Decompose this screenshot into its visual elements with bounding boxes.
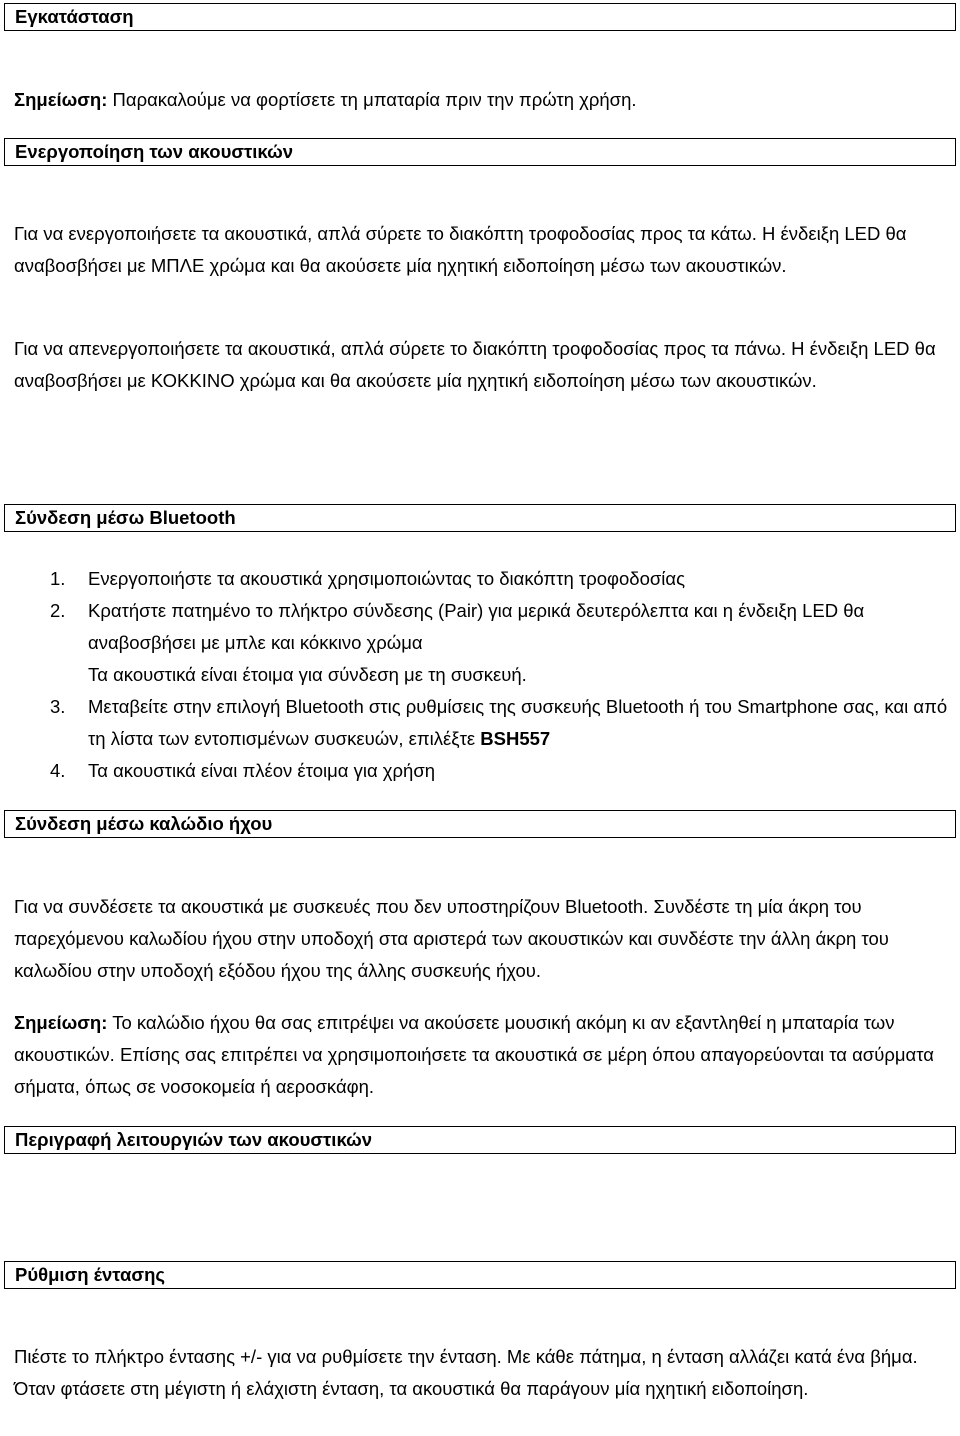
- section-title: Ενεργοποίηση των ακουστικών: [15, 141, 294, 162]
- step-number: 4.: [50, 760, 66, 781]
- note-cable: [14, 1007, 944, 1103]
- model-name: BSH557: [480, 728, 551, 749]
- section-functions: [4, 1126, 956, 1154]
- step-text: Κρατήστε πατημένο το πλήκτρο σύνδεσης (Pair) για μερικά δευτερόλεπτα και η ένδειξη LED θα αναβοσβήσει με μπλε και κόκκινο χρώμα: [88, 600, 865, 653]
- list-item: [50, 563, 950, 595]
- step-text: Μεταβείτε στην επιλογή Bluetooth στις ρυθμίσεις της συσκευής Bluetooth ή του Smartphone σας, και από τη λίστα των εντοπισμένων συσκευών, επιλέξτε: [88, 696, 948, 749]
- section-volume: [4, 1261, 956, 1289]
- step-number: 3.: [50, 696, 66, 717]
- section-bluetooth: [4, 504, 956, 532]
- bluetooth-steps: [50, 563, 950, 787]
- step-text: Τα ακουστικά είναι πλέον έτοιμα για χρήση: [88, 760, 436, 781]
- note-label: Σημείωση:: [14, 1012, 108, 1033]
- volume-text: Πιέστε το πλήκτρο έντασης +/- για να ρυθμίσετε την ένταση. Με κάθε πάτημα, η ένταση αλλάζει κατά ένα βήμα. Όταν φτάσετε στη μέγιστη ή ελάχιστη ένταση, τα ακουστικά θα παράγουν μία ηχητική ειδοποίηση.: [14, 1346, 918, 1399]
- cable-text: Για να συνδέσετε τα ακουστικά με συσκευές που δεν υποστηρίζουν Bluetooth. Συνδέστε τη μία άκρη του παρεχόμενου καλωδίου ήχου στην υποδοχή στα αριστερά των ακουστικών και συνδέστε την άλλη άκρη του καλωδίου στην υποδοχή εξόδου ήχου της άλλης συσκευής ήχου.: [14, 896, 889, 981]
- section-cable: [4, 810, 956, 838]
- step-text: Ενεργοποιήστε τα ακουστικά χρησιμοποιώντας το διακόπτη τροφοδοσίας: [88, 568, 686, 589]
- section-title: Εγκατάσταση: [15, 6, 134, 27]
- section-title: Περιγραφή λειτουργιών των ακουστικών: [15, 1129, 373, 1150]
- note-text: Το καλώδιο ήχου θα σας επιτρέψει να ακούσετε μουσική ακόμη κι αν εξαντληθεί η μπαταρία των ακουστικών. Επίσης σας επιτρέπει να χρησιμοποιήσετε τα ακουστικά σε μέρη όπου απαγορεύονται τα ασύρματα σήματα, όπως σε νοσοκομεία ή αεροσκάφη.: [14, 1012, 934, 1097]
- section-title: Σύνδεση μέσω Bluetooth: [15, 507, 236, 528]
- note-label: Σημείωση:: [14, 89, 108, 110]
- section-power: [4, 138, 956, 166]
- step-number: 2.: [50, 600, 66, 621]
- note-charge: [14, 84, 944, 116]
- list-item: [50, 595, 950, 691]
- section-title: Ρύθμιση έντασης: [15, 1264, 165, 1285]
- note-text: Παρακαλούμε να φορτίσετε τη μπαταρία πριν την πρώτη χρήση.: [107, 89, 637, 110]
- step-number: 1.: [50, 568, 66, 589]
- section-title: Σύνδεση μέσω καλώδιο ήχου: [15, 813, 273, 834]
- section-installation: [4, 3, 956, 31]
- step-extra: Τα ακουστικά είναι έτοιμα για σύνδεση με τη συσκευή.: [88, 664, 527, 685]
- list-item: [50, 755, 950, 787]
- power-on-text: Για να ενεργοποιήσετε τα ακουστικά, απλά σύρετε το διακόπτη τροφοδοσίας προς τα κάτω. Η ένδειξη LED θα αναβοσβήσει με ΜΠΛΕ χρώμα και θα ακούσετε μία ηχητική ειδοποίηση μέσω των ακουστικών.: [14, 223, 907, 276]
- list-item: [50, 691, 950, 755]
- power-off-text: Για να απενεργοποιήσετε τα ακουστικά, απλά σύρετε το διακόπτη τροφοδοσίας προς τα πάνω. Η ένδειξη LED θα αναβοσβήσει με ΚΟΚΚΙΝΟ χρώμα και θα ακούσετε μία ηχητική ειδοποίηση μέσω των ακουστικών.: [14, 338, 936, 391]
